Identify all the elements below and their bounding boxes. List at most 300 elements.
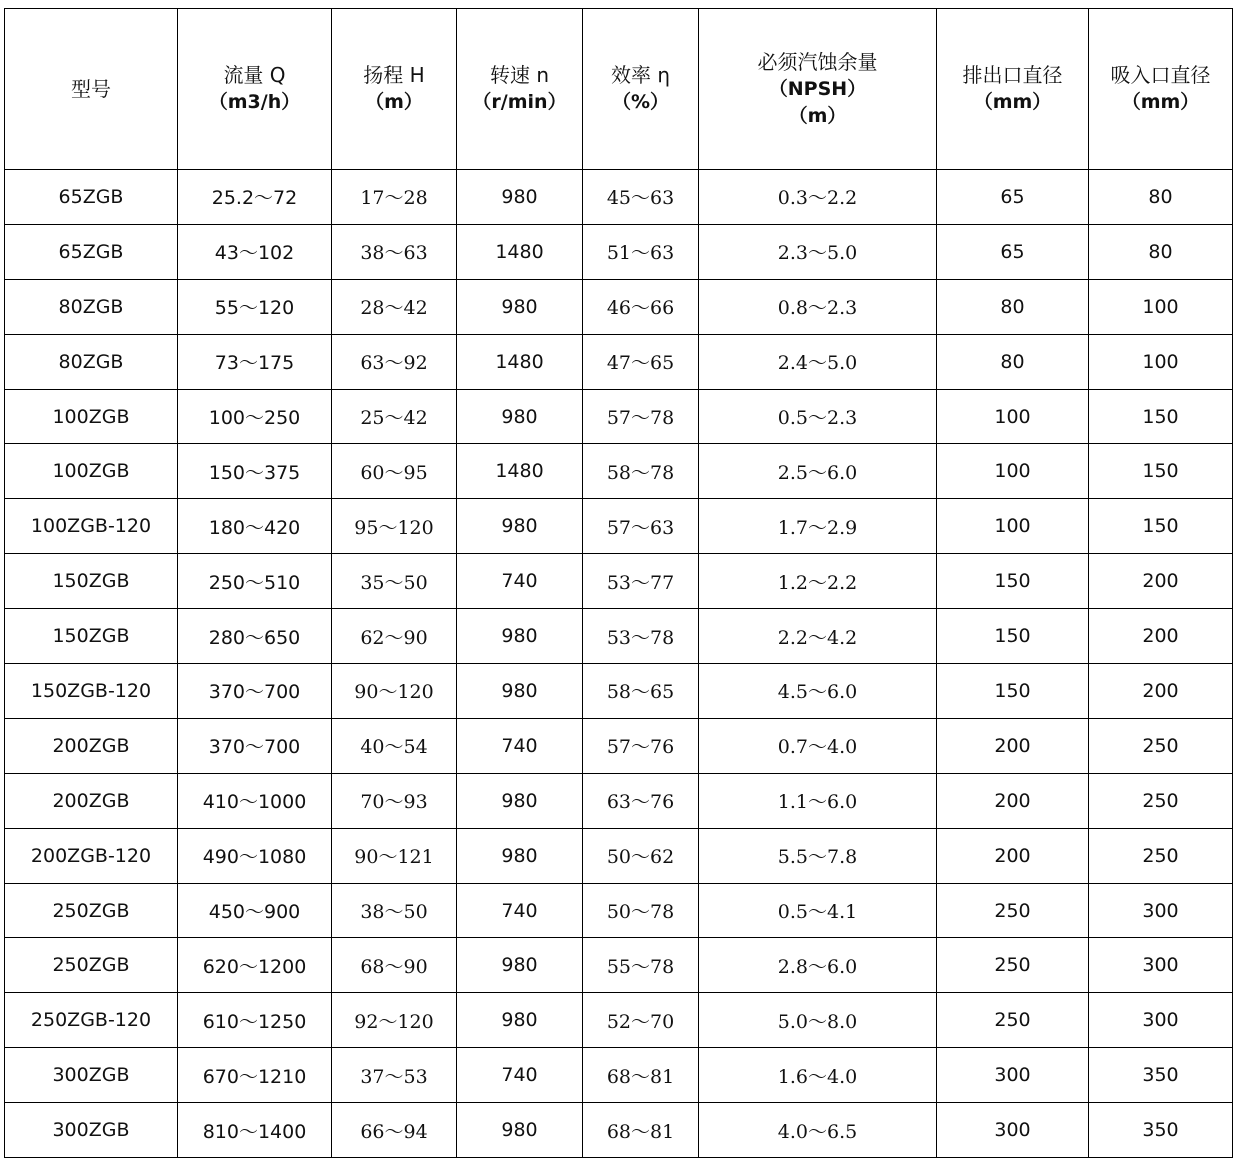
cell-efficiency bbox=[583, 334, 699, 389]
cell-model bbox=[5, 883, 178, 938]
efficiency-value: 63～76 bbox=[606, 791, 675, 814]
inlet-diameter-value: 300 bbox=[1142, 954, 1179, 977]
cell-model bbox=[5, 993, 178, 1048]
flow-value: 43～102 bbox=[214, 242, 295, 265]
header-flow bbox=[178, 9, 332, 170]
inlet-diameter-value: 200 bbox=[1142, 679, 1179, 702]
cell-npsh bbox=[699, 664, 937, 719]
inlet-diameter-value: 250 bbox=[1142, 844, 1179, 867]
inlet-diameter-value: 300 bbox=[1142, 899, 1179, 922]
table-row bbox=[5, 1103, 1233, 1158]
flow-value: 450～900 bbox=[208, 901, 301, 924]
cell-inlet-diameter bbox=[1089, 664, 1233, 719]
cell-efficiency bbox=[583, 224, 699, 279]
cell-outlet-diameter bbox=[937, 554, 1089, 609]
cell-head bbox=[332, 554, 457, 609]
npsh-value: 0.8～2.3 bbox=[777, 297, 858, 320]
model-value: 150ZGB-120 bbox=[30, 679, 152, 702]
inlet-diameter-value: 100 bbox=[1142, 350, 1179, 373]
cell-efficiency bbox=[583, 664, 699, 719]
inlet-diameter-value: 80 bbox=[1148, 240, 1173, 263]
speed-value: 740 bbox=[501, 734, 538, 757]
inlet-diameter-value: 350 bbox=[1142, 1064, 1179, 1087]
model-value: 80ZGB bbox=[58, 350, 124, 373]
cell-speed bbox=[457, 938, 583, 993]
header-row bbox=[5, 9, 1233, 170]
cell-speed bbox=[457, 1103, 583, 1158]
table-row bbox=[5, 279, 1233, 334]
cell-flow bbox=[178, 170, 332, 225]
cell-flow bbox=[178, 1103, 332, 1158]
cell-speed bbox=[457, 554, 583, 609]
outlet-diameter-value: 150 bbox=[994, 625, 1031, 648]
cell-flow bbox=[178, 389, 332, 444]
table-row bbox=[5, 499, 1233, 554]
inlet-diameter-value: 150 bbox=[1142, 515, 1179, 538]
cell-npsh bbox=[699, 170, 937, 225]
cell-model bbox=[5, 389, 178, 444]
cell-flow bbox=[178, 773, 332, 828]
cell-outlet-diameter bbox=[937, 1103, 1089, 1158]
model-value: 150ZGB bbox=[52, 625, 130, 648]
model-value: 100ZGB-120 bbox=[30, 515, 152, 538]
cell-flow bbox=[178, 224, 332, 279]
outlet-diameter-value: 200 bbox=[994, 844, 1031, 867]
header-speed bbox=[457, 9, 583, 170]
speed-value: 980 bbox=[501, 405, 538, 428]
flow-value: 620～1200 bbox=[202, 955, 307, 978]
npsh-value: 1.1～6.0 bbox=[777, 791, 858, 814]
head-value: 28～42 bbox=[360, 297, 428, 320]
flow-value: 180～420 bbox=[208, 516, 301, 539]
npsh-value: 0.3～2.2 bbox=[777, 187, 858, 210]
npsh-value: 4.0～6.5 bbox=[777, 1120, 858, 1143]
cell-head bbox=[332, 279, 457, 334]
speed-value: 980 bbox=[501, 625, 538, 648]
outlet-diameter-value: 65 bbox=[1000, 185, 1025, 208]
outlet-diameter-value: 250 bbox=[994, 1009, 1031, 1032]
cell-outlet-diameter bbox=[937, 389, 1089, 444]
efficiency-value: 53～77 bbox=[606, 571, 675, 594]
outlet-diameter-value: 150 bbox=[994, 679, 1031, 702]
table-row bbox=[5, 444, 1233, 499]
table-row bbox=[5, 170, 1233, 225]
model-value: 200ZGB bbox=[52, 734, 130, 757]
flow-value: 73～175 bbox=[214, 352, 295, 375]
cell-speed bbox=[457, 664, 583, 719]
flow-value: 100～250 bbox=[208, 407, 301, 429]
cell-model bbox=[5, 224, 178, 279]
efficiency-value: 50～62 bbox=[606, 846, 675, 869]
header-efficiency-label: 效率 η bbox=[610, 63, 671, 87]
cell-inlet-diameter bbox=[1089, 718, 1233, 773]
speed-value: 980 bbox=[501, 789, 538, 812]
flow-value: 370～700 bbox=[208, 681, 301, 704]
npsh-value: 2.5～6.0 bbox=[777, 461, 858, 484]
inlet-diameter-value: 250 bbox=[1142, 734, 1179, 757]
cell-npsh bbox=[699, 828, 937, 883]
cell-outlet-diameter bbox=[937, 773, 1089, 828]
cell-flow bbox=[178, 718, 332, 773]
cell-efficiency bbox=[583, 1048, 699, 1103]
header-efficiency bbox=[583, 9, 699, 170]
cell-npsh bbox=[699, 554, 937, 609]
table-row bbox=[5, 389, 1233, 444]
outlet-diameter-value: 65 bbox=[1000, 240, 1025, 263]
cell-inlet-diameter bbox=[1089, 938, 1233, 993]
npsh-value: 0.5～4.1 bbox=[777, 901, 858, 924]
header-outlet-label: 排出口直径 bbox=[962, 63, 1063, 87]
cell-head bbox=[332, 828, 457, 883]
head-value: 40～54 bbox=[360, 736, 428, 759]
cell-model bbox=[5, 334, 178, 389]
head-value: 38～63 bbox=[360, 242, 428, 265]
speed-value: 980 bbox=[501, 185, 538, 208]
cell-outlet-diameter bbox=[937, 170, 1089, 225]
cell-outlet-diameter bbox=[937, 499, 1089, 554]
cell-model bbox=[5, 773, 178, 828]
speed-value: 980 bbox=[501, 954, 538, 977]
cell-head bbox=[332, 444, 457, 499]
cell-speed bbox=[457, 389, 583, 444]
table-row bbox=[5, 993, 1233, 1048]
header-npsh-abbr: （NPSH） bbox=[768, 77, 867, 100]
cell-model bbox=[5, 170, 178, 225]
cell-inlet-diameter bbox=[1089, 224, 1233, 279]
npsh-value: 2.4～5.0 bbox=[777, 352, 858, 375]
table-row bbox=[5, 828, 1233, 883]
table-row bbox=[5, 718, 1233, 773]
cell-model bbox=[5, 828, 178, 883]
header-npsh-unit: （m） bbox=[788, 104, 847, 127]
efficiency-value: 57～76 bbox=[606, 736, 675, 759]
cell-npsh bbox=[699, 938, 937, 993]
outlet-diameter-value: 200 bbox=[994, 734, 1031, 757]
npsh-value: 0.7～4.0 bbox=[777, 736, 858, 759]
inlet-diameter-value: 150 bbox=[1142, 460, 1179, 483]
cell-npsh bbox=[699, 883, 937, 938]
head-value: 66～94 bbox=[360, 1120, 428, 1143]
model-value: 65ZGB bbox=[58, 185, 124, 208]
cell-outlet-diameter bbox=[937, 664, 1089, 719]
cell-efficiency bbox=[583, 554, 699, 609]
header-head-label: 扬程 H bbox=[363, 63, 425, 87]
outlet-diameter-value: 80 bbox=[1000, 295, 1025, 318]
cell-head bbox=[332, 170, 457, 225]
cell-head bbox=[332, 1048, 457, 1103]
cell-outlet-diameter bbox=[937, 224, 1089, 279]
head-value: 95～120 bbox=[354, 516, 434, 539]
npsh-value: 2.3～5.0 bbox=[777, 242, 858, 265]
cell-inlet-diameter bbox=[1089, 554, 1233, 609]
head-value: 90～120 bbox=[354, 681, 434, 704]
header-outlet-unit: （mm） bbox=[973, 91, 1052, 113]
efficiency-value: 68～81 bbox=[606, 1120, 675, 1143]
cell-inlet-diameter bbox=[1089, 1048, 1233, 1103]
cell-efficiency bbox=[583, 389, 699, 444]
inlet-diameter-value: 200 bbox=[1142, 625, 1179, 648]
speed-value: 980 bbox=[501, 844, 538, 867]
speed-value: 1480 bbox=[495, 350, 544, 373]
cell-inlet-diameter bbox=[1089, 993, 1233, 1048]
table-row bbox=[5, 664, 1233, 719]
npsh-value: 0.5～2.3 bbox=[777, 407, 858, 429]
cell-outlet-diameter bbox=[937, 828, 1089, 883]
header-inlet-label: 吸入口直径 bbox=[1110, 63, 1211, 87]
cell-head bbox=[332, 1103, 457, 1158]
inlet-diameter-value: 80 bbox=[1148, 185, 1173, 208]
outlet-diameter-value: 300 bbox=[994, 1064, 1031, 1087]
cell-flow bbox=[178, 993, 332, 1048]
cell-npsh bbox=[699, 334, 937, 389]
cell-speed bbox=[457, 828, 583, 883]
cell-model bbox=[5, 1103, 178, 1158]
cell-head bbox=[332, 224, 457, 279]
cell-speed bbox=[457, 279, 583, 334]
cell-inlet-diameter bbox=[1089, 883, 1233, 938]
speed-value: 980 bbox=[501, 295, 538, 318]
flow-value: 370～700 bbox=[208, 736, 301, 759]
cell-efficiency bbox=[583, 1103, 699, 1158]
npsh-value: 1.6～4.0 bbox=[777, 1065, 858, 1088]
cell-flow bbox=[178, 279, 332, 334]
cell-flow bbox=[178, 883, 332, 938]
inlet-diameter-value: 350 bbox=[1142, 1119, 1179, 1142]
cell-speed bbox=[457, 334, 583, 389]
cell-model bbox=[5, 554, 178, 609]
cell-head bbox=[332, 609, 457, 664]
cell-npsh bbox=[699, 1048, 937, 1103]
model-value: 200ZGB bbox=[52, 789, 130, 812]
cell-speed bbox=[457, 170, 583, 225]
cell-npsh bbox=[699, 993, 937, 1048]
efficiency-value: 58～65 bbox=[606, 681, 675, 704]
cell-head bbox=[332, 883, 457, 938]
header-flow-unit: （m3/h） bbox=[208, 91, 301, 113]
efficiency-value: 46～66 bbox=[606, 297, 675, 320]
flow-value: 490～1080 bbox=[202, 846, 307, 869]
cell-model bbox=[5, 444, 178, 499]
head-value: 68～90 bbox=[360, 955, 428, 978]
header-inlet-unit: （mm） bbox=[1121, 91, 1200, 113]
header-inlet-diameter bbox=[1089, 9, 1233, 170]
header-npsh-label: 必须汽蚀余量 bbox=[757, 49, 878, 74]
cell-npsh bbox=[699, 279, 937, 334]
header-head-unit: （m） bbox=[365, 91, 423, 113]
header-efficiency-unit: （%） bbox=[611, 91, 670, 113]
model-value: 65ZGB bbox=[58, 240, 124, 263]
flow-value: 410～1000 bbox=[202, 791, 307, 814]
flow-value: 55～120 bbox=[214, 297, 295, 320]
efficiency-value: 50～78 bbox=[606, 901, 675, 924]
cell-inlet-diameter bbox=[1089, 828, 1233, 883]
cell-npsh bbox=[699, 718, 937, 773]
head-value: 90～121 bbox=[354, 846, 434, 869]
cell-npsh bbox=[699, 389, 937, 444]
cell-inlet-diameter bbox=[1089, 499, 1233, 554]
model-value: 200ZGB-120 bbox=[30, 844, 152, 867]
efficiency-value: 55～78 bbox=[606, 955, 675, 978]
efficiency-value: 45～63 bbox=[606, 187, 675, 210]
npsh-value: 1.2～2.2 bbox=[777, 571, 858, 594]
efficiency-value: 53～78 bbox=[606, 626, 675, 649]
cell-efficiency bbox=[583, 938, 699, 993]
cell-speed bbox=[457, 444, 583, 499]
npsh-value: 1.7～2.9 bbox=[777, 516, 858, 539]
table-body bbox=[5, 170, 1233, 1158]
head-value: 38～50 bbox=[360, 901, 428, 924]
head-value: 35～50 bbox=[360, 571, 428, 594]
head-value: 37～53 bbox=[360, 1065, 428, 1088]
cell-outlet-diameter bbox=[937, 334, 1089, 389]
cell-efficiency bbox=[583, 170, 699, 225]
header-npsh bbox=[699, 9, 937, 170]
cell-flow bbox=[178, 1048, 332, 1103]
cell-model bbox=[5, 718, 178, 773]
cell-efficiency bbox=[583, 993, 699, 1048]
cell-inlet-diameter bbox=[1089, 334, 1233, 389]
cell-speed bbox=[457, 993, 583, 1048]
cell-flow bbox=[178, 828, 332, 883]
cell-speed bbox=[457, 609, 583, 664]
cell-efficiency bbox=[583, 828, 699, 883]
table-row bbox=[5, 224, 1233, 279]
cell-outlet-diameter bbox=[937, 279, 1089, 334]
speed-value: 1480 bbox=[495, 460, 544, 483]
cell-head bbox=[332, 389, 457, 444]
speed-value: 1480 bbox=[495, 240, 544, 263]
cell-efficiency bbox=[583, 279, 699, 334]
cell-speed bbox=[457, 224, 583, 279]
efficiency-value: 51～63 bbox=[606, 242, 675, 265]
speed-value: 980 bbox=[501, 679, 538, 702]
cell-model bbox=[5, 279, 178, 334]
cell-outlet-diameter bbox=[937, 993, 1089, 1048]
cell-head bbox=[332, 664, 457, 719]
head-value: 63～92 bbox=[360, 352, 428, 375]
model-value: 100ZGB bbox=[52, 405, 130, 428]
head-value: 70～93 bbox=[360, 791, 428, 814]
flow-value: 280～650 bbox=[208, 626, 301, 649]
table-row bbox=[5, 938, 1233, 993]
model-value: 300ZGB bbox=[52, 1064, 130, 1087]
model-value: 250ZGB bbox=[52, 954, 130, 977]
head-value: 60～95 bbox=[360, 461, 428, 484]
cell-efficiency bbox=[583, 609, 699, 664]
cell-inlet-diameter bbox=[1089, 170, 1233, 225]
cell-npsh bbox=[699, 1103, 937, 1158]
outlet-diameter-value: 100 bbox=[994, 460, 1031, 483]
header-model-label: 型号 bbox=[71, 76, 111, 101]
cell-model bbox=[5, 664, 178, 719]
cell-model bbox=[5, 938, 178, 993]
cell-speed bbox=[457, 883, 583, 938]
npsh-value: 5.0～8.0 bbox=[777, 1010, 858, 1033]
npsh-value: 5.5～7.8 bbox=[777, 846, 858, 869]
outlet-diameter-value: 200 bbox=[994, 789, 1031, 812]
cell-speed bbox=[457, 499, 583, 554]
model-value: 250ZGB bbox=[52, 899, 130, 922]
pump-spec-table bbox=[4, 8, 1233, 1158]
outlet-diameter-value: 100 bbox=[994, 515, 1031, 538]
outlet-diameter-value: 300 bbox=[994, 1119, 1031, 1142]
npsh-value: 2.8～6.0 bbox=[777, 955, 858, 978]
cell-head bbox=[332, 938, 457, 993]
flow-value: 670～1210 bbox=[202, 1065, 307, 1088]
head-value: 62～90 bbox=[360, 626, 428, 649]
cell-inlet-diameter bbox=[1089, 773, 1233, 828]
model-value: 300ZGB bbox=[52, 1119, 130, 1142]
speed-value: 980 bbox=[501, 515, 538, 538]
cell-flow bbox=[178, 664, 332, 719]
cell-model bbox=[5, 499, 178, 554]
efficiency-value: 58～78 bbox=[606, 461, 675, 484]
outlet-diameter-value: 250 bbox=[994, 954, 1031, 977]
cell-outlet-diameter bbox=[937, 609, 1089, 664]
head-value: 17～28 bbox=[360, 187, 428, 210]
outlet-diameter-value: 150 bbox=[994, 570, 1031, 593]
cell-efficiency bbox=[583, 444, 699, 499]
inlet-diameter-value: 100 bbox=[1142, 295, 1179, 318]
table-row bbox=[5, 883, 1233, 938]
table-row bbox=[5, 773, 1233, 828]
cell-inlet-diameter bbox=[1089, 1103, 1233, 1158]
cell-outlet-diameter bbox=[937, 444, 1089, 499]
cell-inlet-diameter bbox=[1089, 389, 1233, 444]
speed-value: 980 bbox=[501, 1119, 538, 1142]
cell-head bbox=[332, 499, 457, 554]
head-value: 92～120 bbox=[354, 1010, 434, 1033]
cell-outlet-diameter bbox=[937, 938, 1089, 993]
header-speed-label: 转速 n bbox=[489, 63, 550, 87]
cell-speed bbox=[457, 773, 583, 828]
header-head bbox=[332, 9, 457, 170]
cell-head bbox=[332, 993, 457, 1048]
cell-flow bbox=[178, 499, 332, 554]
cell-efficiency bbox=[583, 499, 699, 554]
cell-head bbox=[332, 334, 457, 389]
inlet-diameter-value: 200 bbox=[1142, 570, 1179, 593]
npsh-value: 2.2～4.2 bbox=[777, 626, 858, 649]
efficiency-value: 57～78 bbox=[606, 407, 675, 429]
cell-outlet-diameter bbox=[937, 883, 1089, 938]
inlet-diameter-value: 300 bbox=[1142, 1009, 1179, 1032]
flow-value: 810～1400 bbox=[202, 1120, 307, 1143]
cell-model bbox=[5, 1048, 178, 1103]
cell-npsh bbox=[699, 609, 937, 664]
efficiency-value: 68～81 bbox=[606, 1065, 675, 1088]
outlet-diameter-value: 100 bbox=[994, 405, 1031, 428]
cell-efficiency bbox=[583, 718, 699, 773]
cell-efficiency bbox=[583, 773, 699, 828]
cell-flow bbox=[178, 609, 332, 664]
head-value: 25～42 bbox=[360, 407, 428, 429]
flow-value: 250～510 bbox=[208, 571, 301, 594]
cell-head bbox=[332, 773, 457, 828]
cell-efficiency bbox=[583, 883, 699, 938]
cell-inlet-diameter bbox=[1089, 279, 1233, 334]
model-value: 80ZGB bbox=[58, 295, 124, 318]
efficiency-value: 57～63 bbox=[606, 516, 675, 539]
speed-value: 740 bbox=[501, 570, 538, 593]
model-value: 250ZGB-120 bbox=[30, 1009, 152, 1032]
outlet-diameter-value: 80 bbox=[1000, 350, 1025, 373]
cell-outlet-diameter bbox=[937, 718, 1089, 773]
table-row bbox=[5, 1048, 1233, 1103]
table-row bbox=[5, 609, 1233, 664]
cell-npsh bbox=[699, 444, 937, 499]
inlet-diameter-value: 150 bbox=[1142, 405, 1179, 428]
